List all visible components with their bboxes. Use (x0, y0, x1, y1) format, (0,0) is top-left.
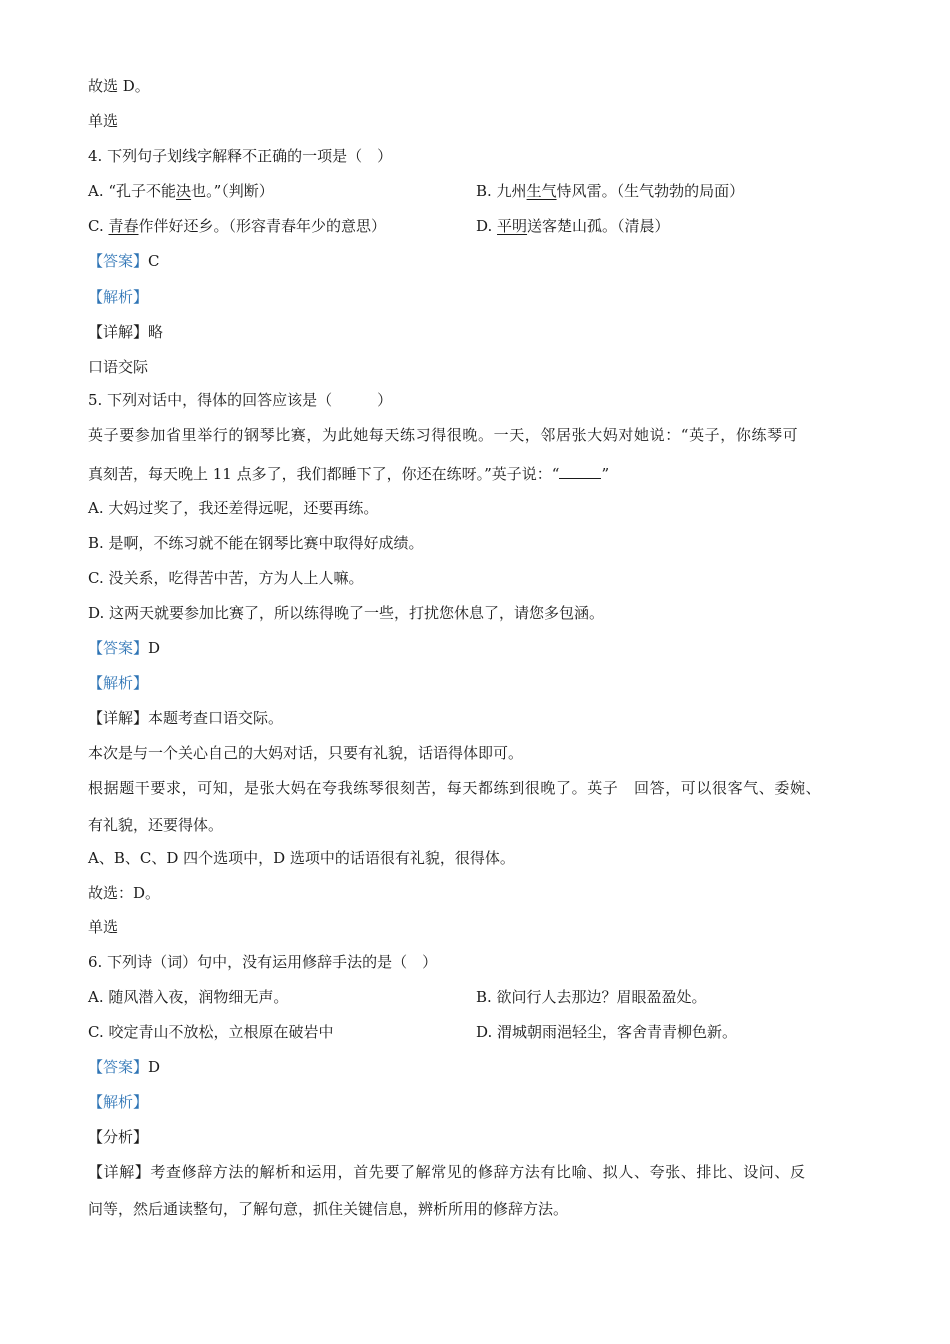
q5-explanation-2: 根据题干要求，可知，是张大妈在夸我练琴很刻苦，每天都练到很晚了。英子 回答，可以很客气、委婉、 (88, 779, 822, 797)
q4-detail: 【详解】略 (88, 323, 164, 341)
q5-question-type: 单选 (88, 918, 119, 936)
q6-option-d: D. 渭城朝雨浥轻尘，客舍青青柳色新。 (476, 1023, 738, 1041)
q5-stem: 5. 下列对话中，得体的回答应该是（ ） (88, 391, 393, 409)
q5-analysis-tag: 【解析】 (88, 674, 149, 692)
answer-blank (559, 464, 601, 479)
q5-explanation-3: 有礼貌，还要得体。 (88, 816, 224, 834)
q5-conclusion: 故选：D。 (88, 884, 161, 902)
q4-option-b: B. 九州生气恃风雷。（生气勃勃的局面） (476, 182, 745, 200)
q6-fenxi-tag: 【分析】 (88, 1128, 149, 1146)
q6-detail-2: 问等，然后通读整句，了解句意，抓住关键信息，辨析所用的修辞方法。 (88, 1200, 569, 1218)
q4-answer: 【答案】C (88, 252, 160, 270)
q4-option-a: A. “孔子不能决也。”（判断） (88, 182, 274, 200)
q6-analysis-tag: 【解析】 (88, 1093, 149, 1111)
q6-answer: 【答案】D (88, 1058, 161, 1076)
q5-explanation-1: 本次是与一个关心自己的大妈对话，只要有礼貌，话语得体即可。 (88, 744, 524, 762)
q5-explanation-4: A、B、C、D 四个选项中，D 选项中的话语很有礼貌，很得体。 (88, 849, 515, 867)
q6-detail-1: 【详解】考查修辞方法的解析和运用，首先要了解常见的修辞方法有比喻、拟人、夸张、排比、设问、反 (88, 1163, 806, 1181)
q5-option-a: A. 大妈过奖了，我还差得远呢，还要再练。 (88, 499, 379, 517)
q4-option-d: D. 平明送客楚山孤。（清晨） (476, 217, 670, 235)
q6-option-b: B. 欲问行人去那边？眉眼盈盈处。 (476, 988, 707, 1006)
q5-option-b: B. 是啊，不练习就不能在钢琴比赛中取得好成绩。 (88, 534, 424, 552)
prev-question-type: 单选 (88, 112, 119, 130)
q4-analysis-tag: 【解析】 (88, 288, 149, 306)
q5-answer: 【答案】D (88, 639, 161, 657)
prev-conclusion: 故选 D。 (88, 77, 150, 95)
q5-context-line-1: 英子要参加省里举行的钢琴比赛，为此她每天练习得很晚。一天，邻居张大妈对她说：“英子，你练琴可 (88, 426, 799, 444)
q5-context-line-2: 真刻苦，每天晚上 11 点多了，我们都睡下了，你还在练呀。”英子说：“ ” (88, 465, 610, 483)
q6-option-a: A. 随风潜入夜，润物细无声。 (88, 988, 289, 1006)
q4-option-c: C. 青春作伴好还乡。（形容青春年少的意思） (88, 217, 387, 235)
section-heading-oral: 口语交际 (88, 358, 149, 376)
q5-option-d: D. 这两天就要参加比赛了，所以练得晚了一些，打扰您休息了，请您多包涵。 (88, 604, 605, 622)
q5-detail: 【详解】本题考查口语交际。 (88, 709, 284, 727)
q6-stem: 6. 下列诗（词）句中，没有运用修辞手法的是（ ） (88, 953, 438, 971)
q4-stem: 4. 下列句子划线字解释不正确的一项是（ ） (88, 147, 393, 165)
q6-option-c: C. 咬定青山不放松，立根原在破岩中 (88, 1023, 334, 1041)
q5-option-c: C. 没关系，吃得苦中苦，方为人上人嘛。 (88, 569, 364, 587)
